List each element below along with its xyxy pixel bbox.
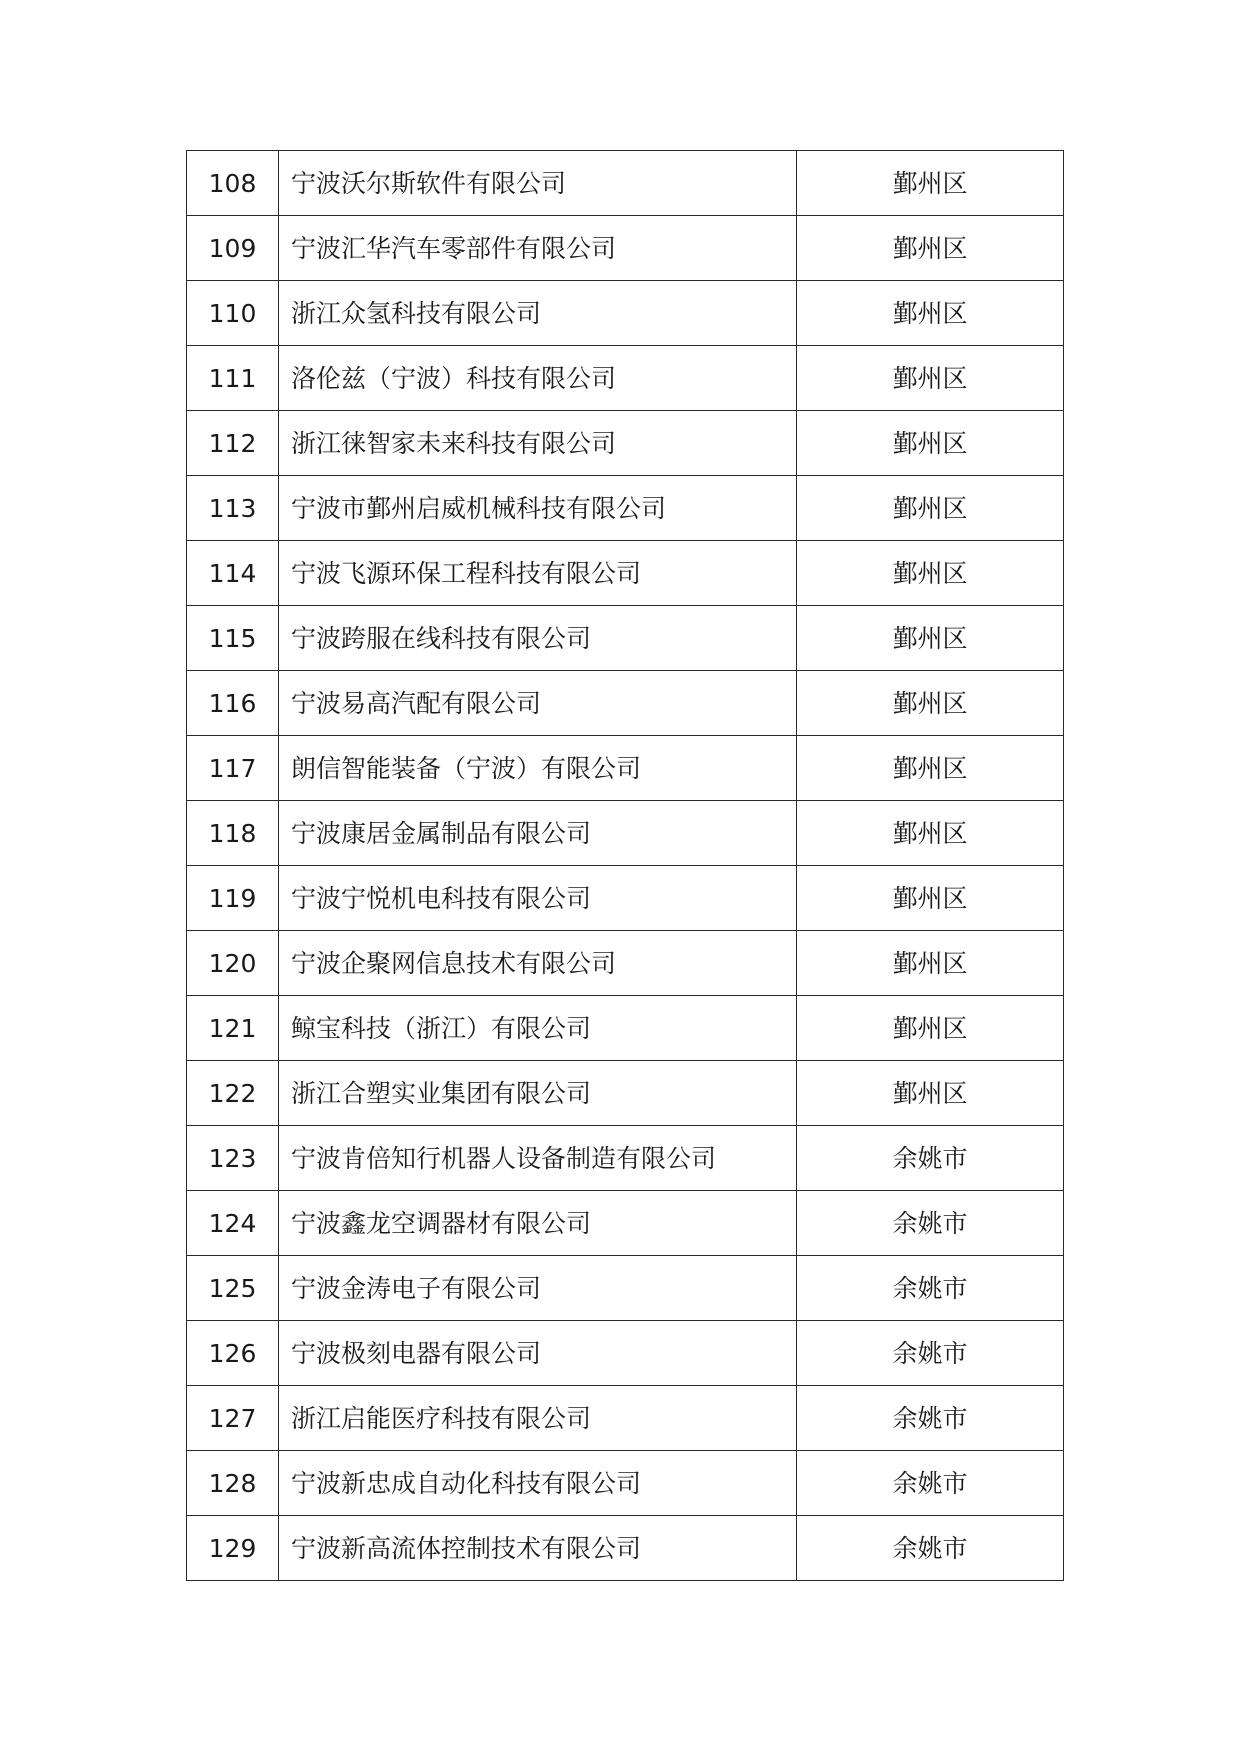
region-cell: 鄞州区	[797, 1061, 1064, 1126]
table-body	[187, 151, 1064, 1581]
company-name-cell: 宁波康居金属制品有限公司	[279, 801, 797, 866]
company-name-cell: 宁波沃尔斯软件有限公司	[279, 151, 797, 216]
region-cell: 鄞州区	[797, 736, 1064, 801]
table-row	[187, 1126, 1064, 1191]
company-name-cell: 鲸宝科技（浙江）有限公司	[279, 996, 797, 1061]
row-number-cell: 122	[187, 1061, 279, 1126]
table-row	[187, 151, 1064, 216]
table-row	[187, 1256, 1064, 1321]
row-number-cell: 110	[187, 281, 279, 346]
region-cell: 余姚市	[797, 1451, 1064, 1516]
company-name-cell: 宁波新忠成自动化科技有限公司	[279, 1451, 797, 1516]
region-cell: 余姚市	[797, 1516, 1064, 1581]
row-number-cell: 121	[187, 996, 279, 1061]
row-number-cell: 109	[187, 216, 279, 281]
company-name-cell: 宁波飞源环保工程科技有限公司	[279, 541, 797, 606]
company-name-cell: 宁波极刻电器有限公司	[279, 1321, 797, 1386]
region-cell: 鄞州区	[797, 606, 1064, 671]
row-number-cell: 112	[187, 411, 279, 476]
region-cell: 鄞州区	[797, 476, 1064, 541]
company-name-cell: 洛伦兹（宁波）科技有限公司	[279, 346, 797, 411]
row-number-cell: 111	[187, 346, 279, 411]
table-row	[187, 606, 1064, 671]
company-name-cell: 浙江合塑实业集团有限公司	[279, 1061, 797, 1126]
table-row	[187, 541, 1064, 606]
table-row	[187, 671, 1064, 736]
row-number-cell: 126	[187, 1321, 279, 1386]
company-name-cell: 宁波肯倍知行机器人设备制造有限公司	[279, 1126, 797, 1191]
table-row	[187, 1516, 1064, 1581]
table-row	[187, 476, 1064, 541]
region-cell: 余姚市	[797, 1126, 1064, 1191]
region-cell: 鄞州区	[797, 931, 1064, 996]
row-number-cell: 116	[187, 671, 279, 736]
table-row	[187, 736, 1064, 801]
company-name-cell: 浙江徕智家未来科技有限公司	[279, 411, 797, 476]
row-number-cell: 120	[187, 931, 279, 996]
row-number-cell: 108	[187, 151, 279, 216]
region-cell: 鄞州区	[797, 411, 1064, 476]
company-name-cell: 宁波汇华汽车零部件有限公司	[279, 216, 797, 281]
region-cell: 鄞州区	[797, 671, 1064, 736]
region-cell: 余姚市	[797, 1191, 1064, 1256]
row-number-cell: 125	[187, 1256, 279, 1321]
region-cell: 鄞州区	[797, 801, 1064, 866]
company-name-cell: 浙江启能医疗科技有限公司	[279, 1386, 797, 1451]
table-row	[187, 1321, 1064, 1386]
row-number-cell: 123	[187, 1126, 279, 1191]
company-name-cell: 宁波宁悦机电科技有限公司	[279, 866, 797, 931]
company-table	[186, 150, 1064, 1581]
table-row	[187, 866, 1064, 931]
table-row	[187, 346, 1064, 411]
company-name-cell: 朗信智能装备（宁波）有限公司	[279, 736, 797, 801]
row-number-cell: 124	[187, 1191, 279, 1256]
region-cell: 鄞州区	[797, 996, 1064, 1061]
company-name-cell: 宁波市鄞州启威机械科技有限公司	[279, 476, 797, 541]
company-name-cell: 宁波新高流体控制技术有限公司	[279, 1516, 797, 1581]
row-number-cell: 119	[187, 866, 279, 931]
region-cell: 鄞州区	[797, 346, 1064, 411]
region-cell: 余姚市	[797, 1321, 1064, 1386]
region-cell: 鄞州区	[797, 866, 1064, 931]
region-cell: 鄞州区	[797, 281, 1064, 346]
table-row	[187, 281, 1064, 346]
region-cell: 余姚市	[797, 1386, 1064, 1451]
company-name-cell: 浙江众氢科技有限公司	[279, 281, 797, 346]
table-row	[187, 411, 1064, 476]
company-name-cell: 宁波鑫龙空调器材有限公司	[279, 1191, 797, 1256]
company-name-cell: 宁波金涛电子有限公司	[279, 1256, 797, 1321]
row-number-cell: 114	[187, 541, 279, 606]
region-cell: 鄞州区	[797, 151, 1064, 216]
table-row	[187, 931, 1064, 996]
row-number-cell: 117	[187, 736, 279, 801]
row-number-cell: 118	[187, 801, 279, 866]
company-name-cell: 宁波易高汽配有限公司	[279, 671, 797, 736]
table-row	[187, 1191, 1064, 1256]
table-row	[187, 996, 1064, 1061]
row-number-cell: 113	[187, 476, 279, 541]
row-number-cell: 128	[187, 1451, 279, 1516]
row-number-cell: 115	[187, 606, 279, 671]
region-cell: 鄞州区	[797, 541, 1064, 606]
row-number-cell: 129	[187, 1516, 279, 1581]
table-row	[187, 1386, 1064, 1451]
row-number-cell: 127	[187, 1386, 279, 1451]
company-name-cell: 宁波企聚网信息技术有限公司	[279, 931, 797, 996]
table-row	[187, 216, 1064, 281]
table-row	[187, 801, 1064, 866]
table-row	[187, 1061, 1064, 1126]
table-row	[187, 1451, 1064, 1516]
company-name-cell: 宁波跨服在线科技有限公司	[279, 606, 797, 671]
region-cell: 鄞州区	[797, 216, 1064, 281]
region-cell: 余姚市	[797, 1256, 1064, 1321]
